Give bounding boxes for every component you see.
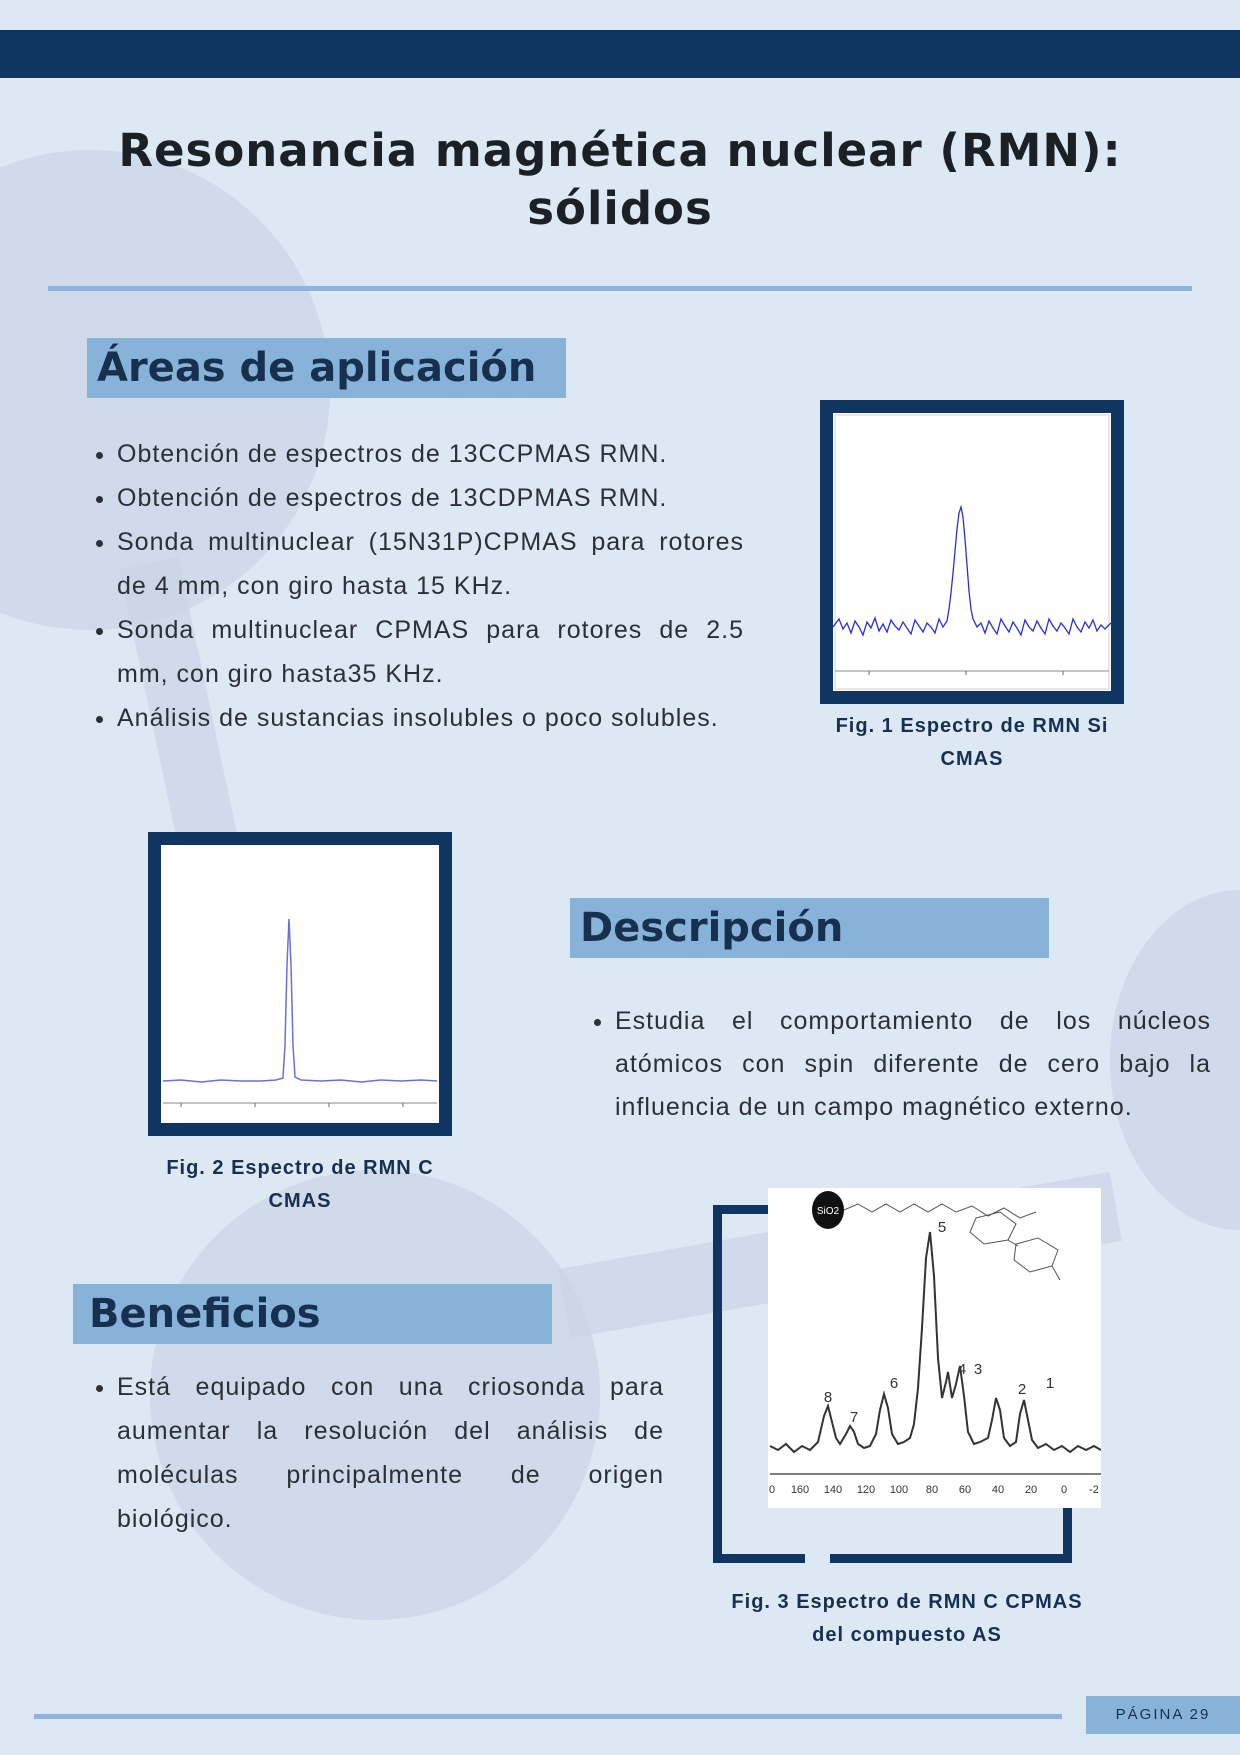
fig3-axis-tick: 80	[925, 1484, 939, 1496]
fig3-axis-tick: 60	[958, 1484, 972, 1496]
list-item: • Obtención de espectros de 13CDPMAS RMN.	[117, 476, 744, 520]
fig2-frame	[148, 832, 452, 1136]
list-item: • Estudia el comportamiento de los núcleos atómicos con spin diferente de cero bajo la influencia de un campo magnético externo.	[615, 1000, 1211, 1129]
fig3-molecule-ring-1	[970, 1212, 1016, 1244]
fig1-caption-line2: CMAS	[940, 748, 1004, 770]
fig3-caption	[700, 1586, 1114, 1652]
list-item: • Sonda multinuclear (15N31P)CPMAS para rotores de 4 mm, con giro hasta 15 KHz.	[117, 520, 744, 608]
areas-list	[85, 432, 744, 740]
areas-heading: Áreas de aplicación	[87, 338, 566, 398]
descripcion-list	[583, 1000, 1211, 1129]
fig3-molecule-chain	[844, 1204, 1036, 1218]
fig3-spectrum-plot	[768, 1188, 1101, 1508]
fig1-frame	[820, 400, 1124, 704]
fig3-axis-tick: 40	[991, 1484, 1005, 1496]
fig1-caption	[800, 710, 1144, 776]
beneficios-heading: Beneficios	[73, 1284, 552, 1344]
page-title	[80, 122, 1160, 238]
list-item: • Análisis de sustancias insolubles o poco solubles.	[117, 696, 744, 740]
top-bar	[0, 30, 1240, 78]
descripcion-heading: Descripción	[570, 898, 1049, 958]
fig3-axis-tick: -2	[1089, 1484, 1099, 1496]
fig3-peak-label: 3	[973, 1361, 983, 1378]
fig3-peak-label: 7	[849, 1409, 859, 1426]
list-item: • Obtención de espectros de 13CCPMAS RMN.	[117, 432, 744, 476]
fig3-peak-label: 2	[1017, 1381, 1027, 1398]
fig1-spectrum-image	[833, 413, 1111, 691]
fig3-caption-line1: Fig. 3 Espectro de RMN C CPMAS	[731, 1591, 1083, 1613]
list-item: • Está equipado con una criosonda para aumentar la resolución del análisis de moléculas principalmente de origen biológico.	[117, 1365, 664, 1541]
fig3-peak-label: 1	[1045, 1375, 1055, 1392]
fig1-caption-line1: Fig. 1 Espectro de RMN Si	[835, 715, 1109, 737]
fig3-spectrum-line	[770, 1232, 1101, 1452]
fig3-peak-label: 5	[937, 1219, 947, 1236]
fig1-spectrum-plot	[833, 413, 1111, 691]
fig3-bracket-bottom-left	[713, 1554, 805, 1563]
fig3-caption-line2: del compuesto AS	[812, 1624, 1002, 1646]
page-title-line1: Resonancia magnética nuclear (RMN):	[118, 124, 1122, 177]
fig3-peak-label: 6	[889, 1375, 899, 1392]
fig2-caption-line1: Fig. 2 Espectro de RMN C	[166, 1157, 434, 1179]
fig3-axis-tick: 140	[823, 1484, 843, 1496]
fig3-bracket-right	[1063, 1505, 1072, 1563]
title-divider	[48, 286, 1192, 291]
fig3-axis-tick: 0	[768, 1484, 776, 1496]
fig3-axis-tick: 100	[889, 1484, 909, 1496]
page-label: PÁGINA	[1115, 1706, 1184, 1723]
fig2-spectrum-plot	[161, 845, 439, 1123]
footer-divider	[34, 1714, 1062, 1719]
fig3-sio2-label: SiO2	[816, 1206, 840, 1217]
page-title-line2: sólidos	[527, 182, 713, 235]
fig2-spectrum-image	[161, 845, 439, 1123]
fig3-axis-tick: 160	[790, 1484, 810, 1496]
fig3-axis-tick: 20	[1024, 1484, 1038, 1496]
fig3-bracket-bottom-right	[830, 1554, 1072, 1563]
fig3-spectrum-image	[768, 1188, 1101, 1508]
fig3-peak-label: 4	[957, 1361, 967, 1378]
fig3-peak-label: 8	[823, 1389, 833, 1406]
page-number: 29	[1189, 1706, 1211, 1723]
fig3-axis-tick: 120	[856, 1484, 876, 1496]
fig2-caption	[130, 1152, 470, 1218]
beneficios-list	[85, 1365, 664, 1541]
fig2-caption-line2: CMAS	[268, 1190, 332, 1212]
fig2-spectrum-line	[163, 919, 437, 1082]
list-item: • Sonda multinuclear CPMAS para rotores de 2.5 mm, con giro hasta35 KHz.	[117, 608, 744, 696]
fig1-spectrum-line	[833, 507, 1111, 635]
fig3-axis-tick: 0	[1060, 1484, 1068, 1496]
fig3-molecule-ring-2	[1014, 1238, 1058, 1272]
fig3-bracket-top	[713, 1205, 768, 1214]
page-number-badge	[1086, 1696, 1240, 1734]
fig3-bracket-left	[713, 1205, 722, 1563]
